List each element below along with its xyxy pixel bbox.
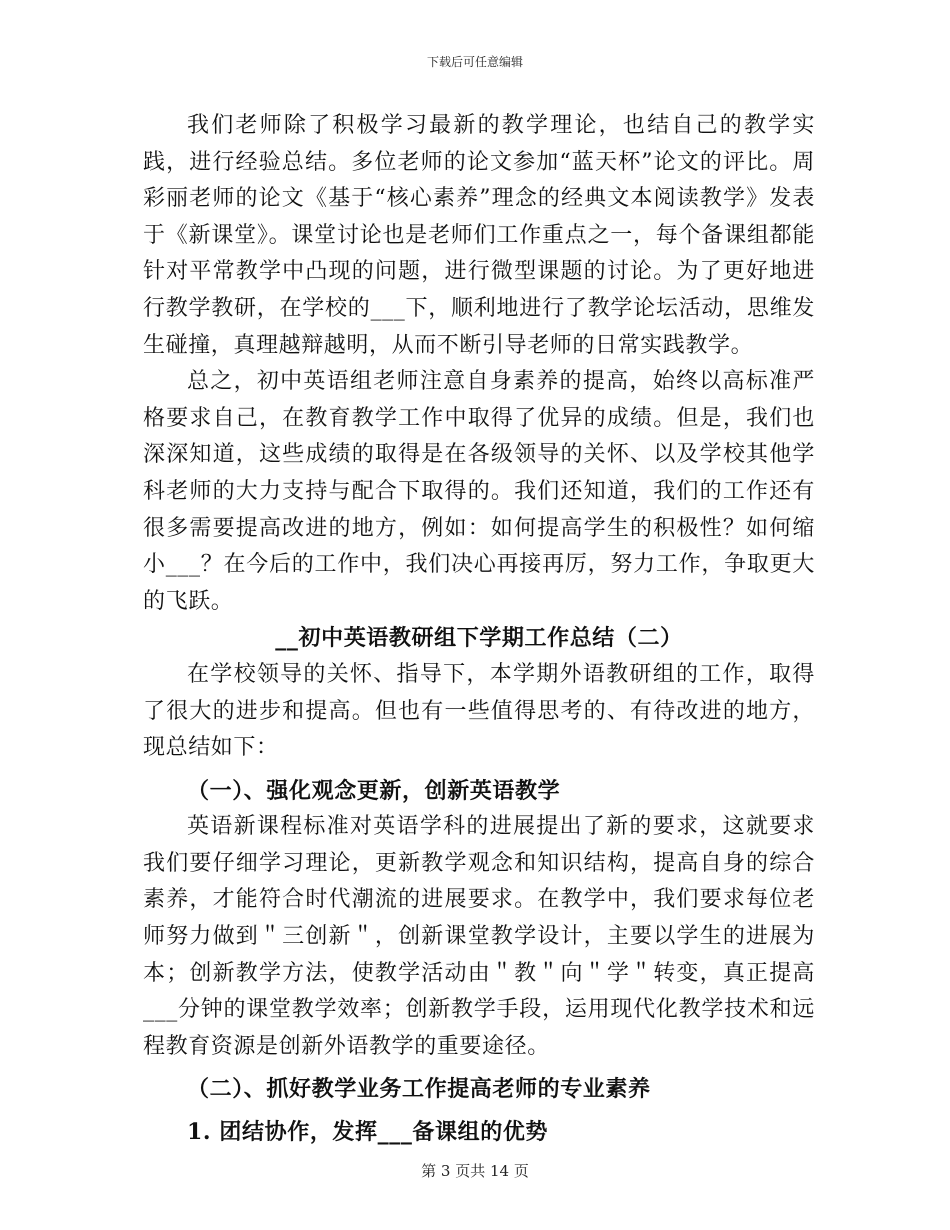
section-title: __初中英语教研组下学期工作总结（二） [275, 625, 683, 652]
paragraph-intro: 在学校领导的关怀、指导下，本学期外语教研组的工作，取得了很大的进步和提高。但也有一些值得思考的、有待改进的地方，现总结如下： [143, 661, 815, 761]
paragraph-innovation: 英语新课程标准对英语学科的进展提出了新的要求，这就要求我们要仔细学习理论，更新教学观念和知识结构，提高自身的综合素养，才能符合时代潮流的进展要求。在教学中，我们要求每位老师努力做到＂三创新＂，创新课堂教学设计，主要以学生的进展为本；创新教学方法，使教学活动由＂教＂向＂学＂转变，真正提高___分钟的课堂教学效率；创新教学手段，运用现代化教学技术和远程教育资源是创新外语教学的重要途径。 [143, 814, 815, 1059]
heading-innovation: （一）、强化观念更新，创新英语教学 [187, 777, 561, 804]
paragraph-teaching-practice: 我们老师除了积极学习最新的教学理论，也结自己的教学实践，进行经验总结。多位老师的论文参加“蓝天杯”论文的评比。周彩丽老师的论文《基于“核心素养”理念的经典文本阅读教学》发表于《新课堂》。课堂讨论也是老师们工作重点之一，每个备课组都能针对平常教学中凸现的问题，进行微型课题的讨论。为了更好地进行教学教研，在学校的___下，顺利地进行了教学论坛活动，思维发生碰撞，真理越辩越明，从而不断引导老师的日常实践教学。 [143, 113, 815, 358]
page-header: 下载后可任意编辑 [426, 55, 523, 69]
document-body [143, 108, 815, 1151]
heading-professional: （二）、抓好教学业务工作提高老师的专业素养 [187, 1076, 651, 1103]
page-footer: 第 3 页共 14 页 [421, 1162, 529, 1180]
heading-cooperation: 1. 团结协作，发挥___备课组的优势 [187, 1119, 549, 1146]
paragraph-summary: 总之，初中英语组老师注意自身素养的提高，始终以高标准严格要求自己，在教育教学工作中取得了优异的成绩。但是，我们也深深知道，这些成绩的取得是在各级领导的关怀、以及学校其他学科老师的大力支持与配合下取得的。我们还知道，我们的工作还有很多需要提高改进的地方，例如：如何提高学生的积极性？如何缩小___？在今后的工作中，我们决心再接再厉，努力工作，争取更大的飞跃。 [143, 369, 815, 614]
